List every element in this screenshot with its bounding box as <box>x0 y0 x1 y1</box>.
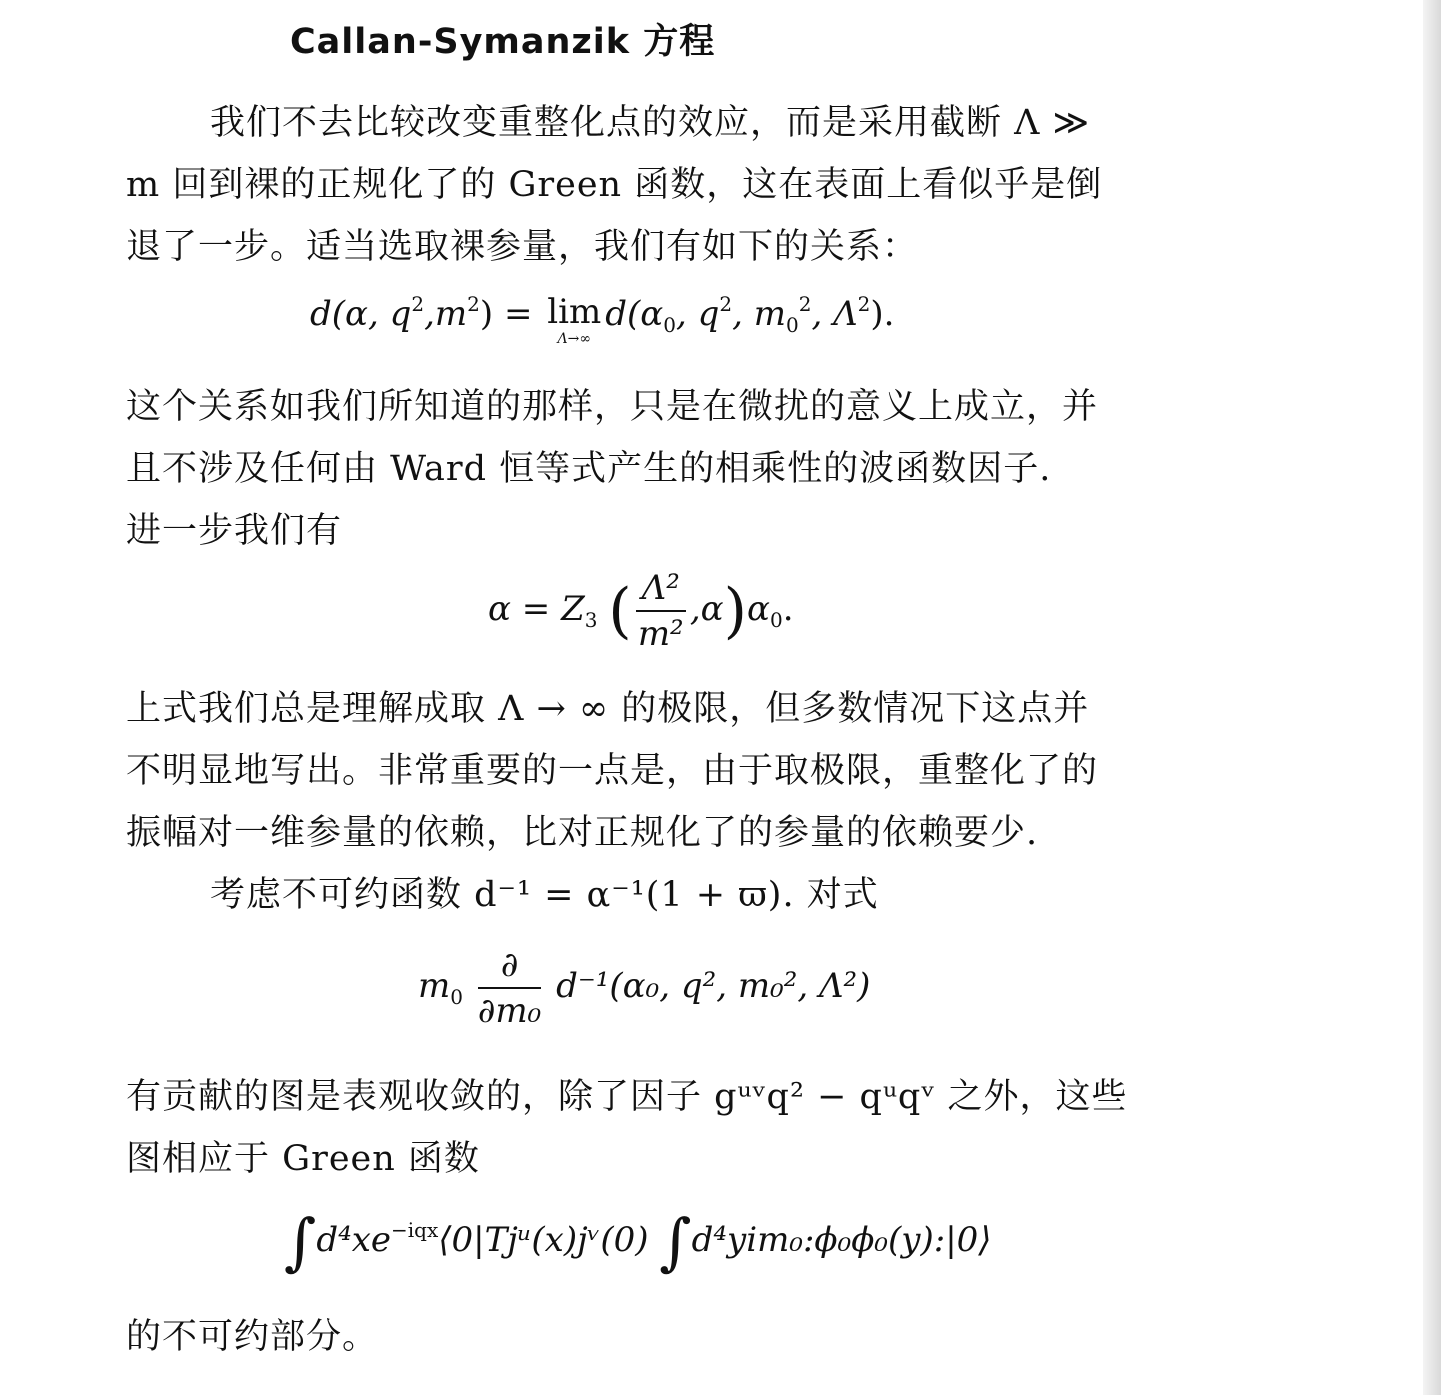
text-line: 这个关系如我们所知道的那样，只是在微扰的意义上成立，并 <box>126 387 1099 427</box>
text-line: 我们不去比较改变重整化点的效应，而是采用截断 Λ ≫ <box>210 103 1091 143</box>
eq-sub: 3 <box>584 608 598 632</box>
eq-part: d⁴xe <box>316 1220 392 1260</box>
eq-sup: 2 <box>411 292 425 316</box>
text-line: 进一步我们有 <box>126 511 343 551</box>
eq-alpha0: α <box>747 589 771 629</box>
scan-page-edge <box>1423 0 1441 1395</box>
text-line: 上式我们总是理解成取 Λ → ∞ 的极限，但多数情况下这点并 <box>126 689 1090 729</box>
text-line: 不明显地写出。非常重要的一点是，由于取极限，重整化了的 <box>126 751 1099 791</box>
frac-denominator: m² <box>637 614 684 654</box>
equation-limit <box>310 292 894 346</box>
text-line: 的不可约部分。 <box>126 1317 379 1357</box>
eq-sup: 2 <box>798 292 812 316</box>
paragraph-closing <box>126 1306 1186 1368</box>
frac-denominator: ∂m₀ <box>477 991 542 1031</box>
eq-sub: 0 <box>770 608 783 632</box>
section-title: Callan-Symanzik 方程 <box>290 22 716 62</box>
paragraph-intro <box>126 92 1186 278</box>
eq-rhs-q: , q <box>676 294 720 334</box>
eq-exponent: −iqx <box>391 1218 439 1242</box>
text-line: 图相应于 Green 函数 <box>126 1139 480 1179</box>
text-line: m 回到裸的正规化了的 Green 函数，这在表面上看似乎是倒 <box>126 165 1103 205</box>
left-paren: ( <box>608 576 632 646</box>
eq-part: d⁴yim₀:ϕ₀ϕ₀(y):|0⟩ <box>691 1220 992 1260</box>
eq-lhs: α = Z <box>488 589 585 629</box>
paragraph-graphs <box>126 1066 1186 1190</box>
fraction <box>478 945 541 1031</box>
eq-sub: 0 <box>786 313 799 337</box>
text-line: 退了一步。适当选取裸参量，我们有如下的关系： <box>126 227 919 267</box>
eq-m0: m <box>418 966 451 1006</box>
paragraph-irreducible <box>126 864 1186 926</box>
text-line: 考虑不可约函数 d⁻¹ = α⁻¹(1 + ϖ). 对式 <box>210 875 879 915</box>
frac-numerator: ∂ <box>478 945 541 989</box>
eq-end: ). <box>870 294 895 334</box>
paragraph-limit <box>126 678 1186 864</box>
eq-rhs-m: , m <box>732 294 786 334</box>
frac-numerator: Λ² <box>636 568 686 612</box>
fraction <box>636 568 686 654</box>
eq-arg: ,α <box>689 589 724 629</box>
eq-rhs-lambda: , Λ <box>811 294 858 334</box>
lim-subscript: Λ→∞ <box>557 331 592 347</box>
right-paren: ) <box>723 576 748 646</box>
equation-derivative <box>418 945 870 1031</box>
eq-rhs: d(α <box>605 294 664 334</box>
eq-sup: 2 <box>719 292 733 316</box>
eq-equals: ) = <box>479 294 533 334</box>
eq-period: . <box>782 589 794 629</box>
paragraph-perturbative <box>126 376 1186 562</box>
text-line: 振幅对一维参量的依赖，比对正规化了的参量的依赖要少. <box>126 813 1039 853</box>
eq-sub: 0 <box>663 313 677 337</box>
integral-sign: ∫ <box>284 1205 317 1278</box>
lim-label: lim <box>547 292 602 332</box>
equation-coupling <box>488 568 794 654</box>
limit-operator <box>547 292 601 346</box>
eq-sup: 2 <box>467 292 480 316</box>
equation-green-function <box>284 1205 992 1278</box>
eq-sup: 2 <box>857 292 871 316</box>
eq-lhs-mid: ,m <box>424 294 468 334</box>
eq-sub: 0 <box>450 985 463 1009</box>
integral-sign: ∫ <box>659 1205 692 1278</box>
eq-part: ⟨0|Tjᵘ(x)jᵛ(0) <box>438 1220 649 1260</box>
eq-lhs: d(α, q <box>310 294 412 334</box>
text-line: 有贡献的图是表观收敛的，除了因子 gᵘᵛq² − qᵘqᵛ 之外，这些 <box>126 1077 1128 1117</box>
eq-body: d⁻¹(α₀, q², m₀², Λ²) <box>556 966 871 1006</box>
text-line: 且不涉及任何由 Ward 恒等式产生的相乘性的波函数因子. <box>126 449 1052 489</box>
